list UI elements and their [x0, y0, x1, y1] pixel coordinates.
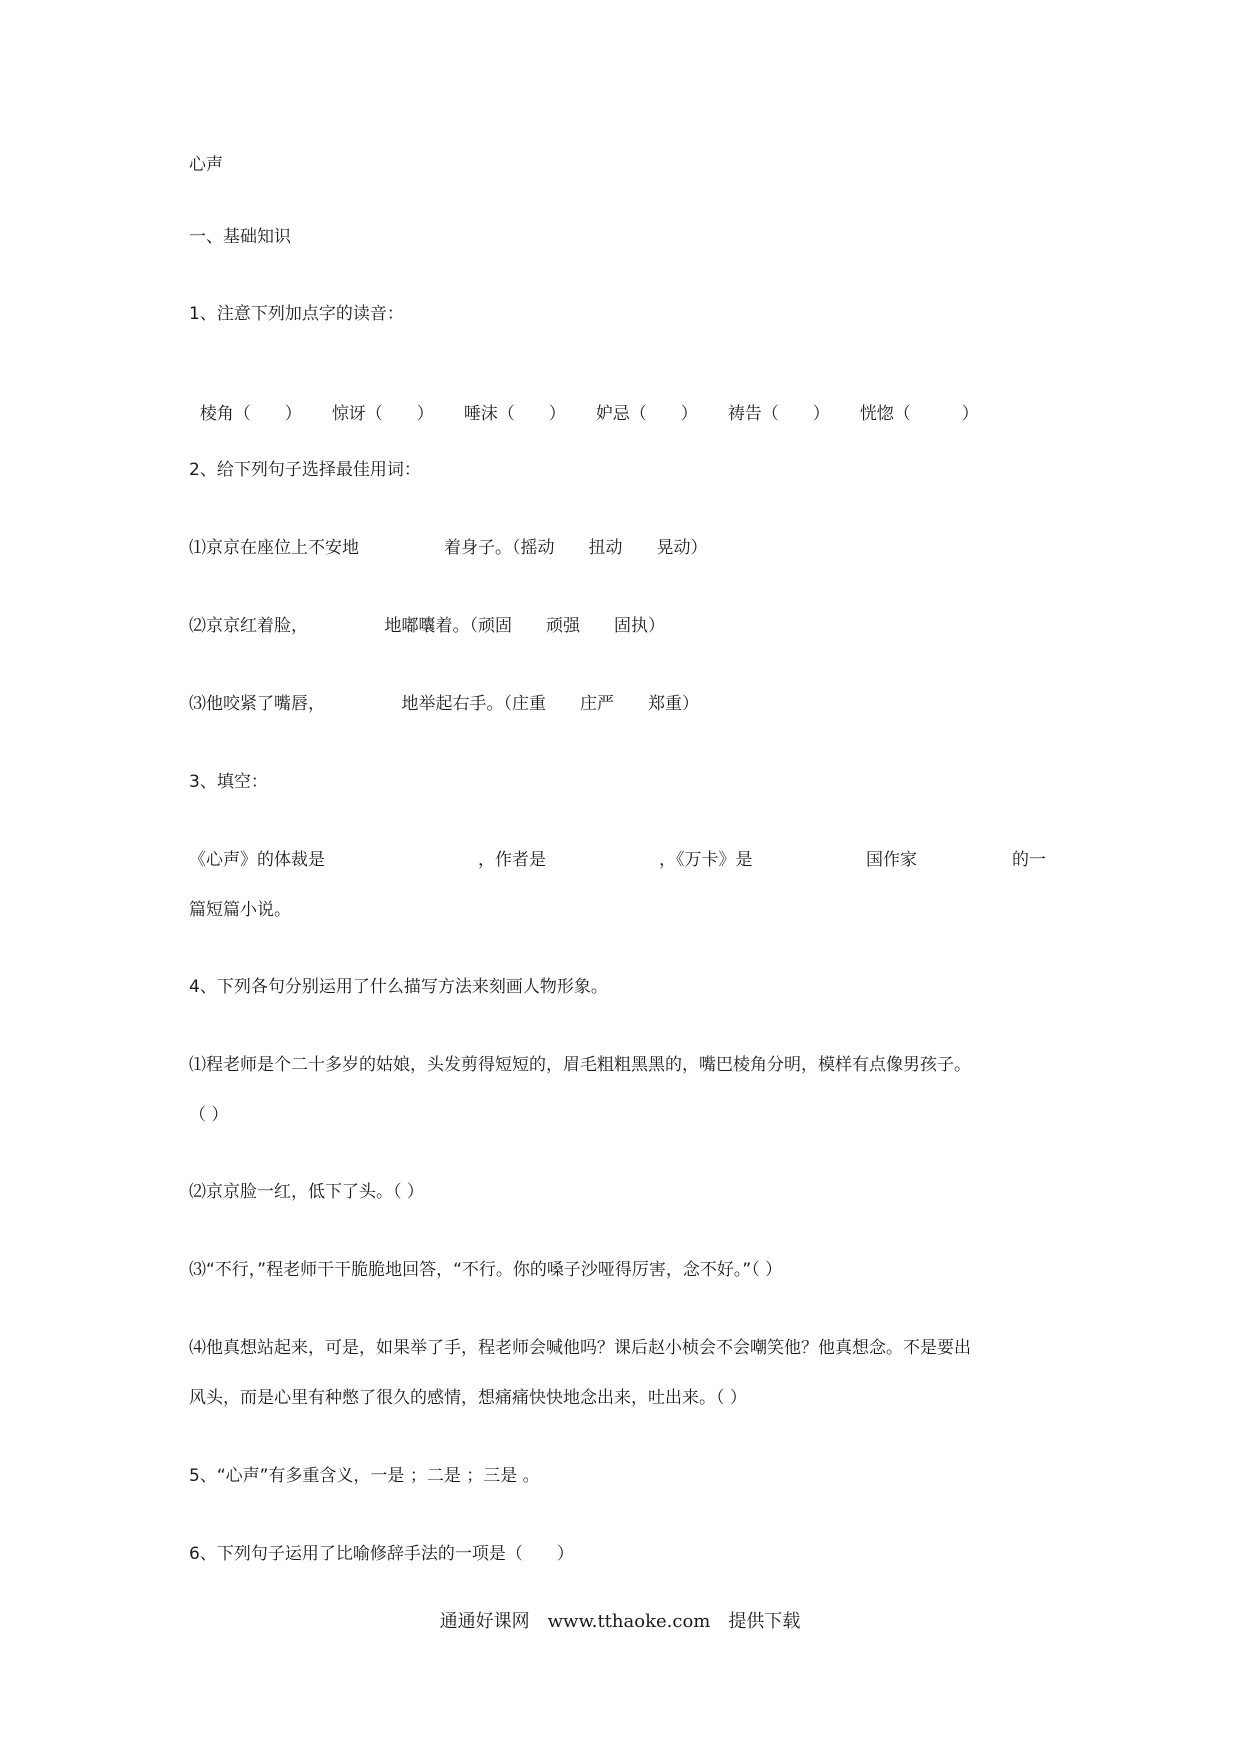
fill-blank-text: 国作家 — [866, 850, 917, 870]
question-1-items — [189, 381, 979, 425]
question-2-sentence-2: ⑵京京红着脸， 地嘟囔着。（顽固 顽强 固执） — [189, 616, 665, 636]
pinyin-item: 惊讶（ ） — [331, 404, 434, 424]
question-1-heading: 1、注意下列加点字的读音： — [189, 304, 404, 324]
question-2-sentence-3: ⑶他咬紧了嘴唇， 地举起右手。（庄重 庄严 郑重） — [189, 694, 699, 714]
question-3-line-2: 篇短篇小说。 — [189, 900, 291, 920]
question-4-sentence-2: ⑵京京脸一红，低下了头。（ ） — [189, 1182, 424, 1202]
fill-blank-text: ，《万卡》是 — [659, 850, 753, 870]
pinyin-item: 祷告（ ） — [727, 404, 830, 424]
question-3-heading: 3、填空： — [189, 772, 268, 792]
page-footer: 通通好课网 www.tthaoke.com 提供下载 — [439, 1611, 801, 1632]
question-4-sentence-4-cont: 风头，而是心里有种憋了很久的感情，想痛痛快快地念出来，吐出来。（ ） — [189, 1388, 747, 1408]
question-2-heading: 2、给下列句子选择最佳用词： — [189, 460, 421, 480]
question-4-sentence-3: ⑶“不行，”程老师干干脆脆地回答，“不行。你的嗓子沙哑得厉害，念不好。”（ ） — [189, 1260, 783, 1280]
question-2-sentence-1: ⑴京京在座位上不安地 着身子。（摇动 扭动 晃动） — [189, 538, 708, 558]
page-title: 心声 — [189, 155, 223, 175]
question-6: 6、下列句子运用了比喻修辞手法的一项是（ ） — [189, 1544, 574, 1564]
question-5: 5、“心声”有多重含义，一是 ；二是 ；三是 。 — [189, 1466, 540, 1486]
question-4-heading: 4、下列各句分别运用了什么描写方法来刻画人物形象。 — [189, 977, 608, 997]
fill-blank-text: ，作者是 — [478, 850, 546, 870]
question-4-sentence-4: ⑷他真想站起来，可是，如果举了手，程老师会喊他吗？课后赵小桢会不会嘲笑他？他真想念。不是要出 — [189, 1338, 971, 1358]
pinyin-item: 妒忌（ ） — [595, 404, 698, 424]
pinyin-item: 棱角（ ） — [199, 404, 302, 424]
section-heading: 一、基础知识 — [189, 227, 291, 247]
pinyin-item: 恍惚（ ） — [859, 404, 979, 424]
question-4-sentence-1: ⑴程老师是个二十多岁的姑娘，头发剪得短短的，眉毛粗粗黑黑的，嘴巴棱角分明，模样有点像男孩子。 — [189, 1055, 971, 1075]
fill-blank-text: 的一 — [1012, 850, 1046, 870]
pinyin-item: 唾沫（ ） — [463, 404, 566, 424]
fill-blank-text: 《心声》的体裁是 — [189, 850, 325, 870]
question-4-sentence-1-answer: （ ） — [189, 1105, 229, 1125]
